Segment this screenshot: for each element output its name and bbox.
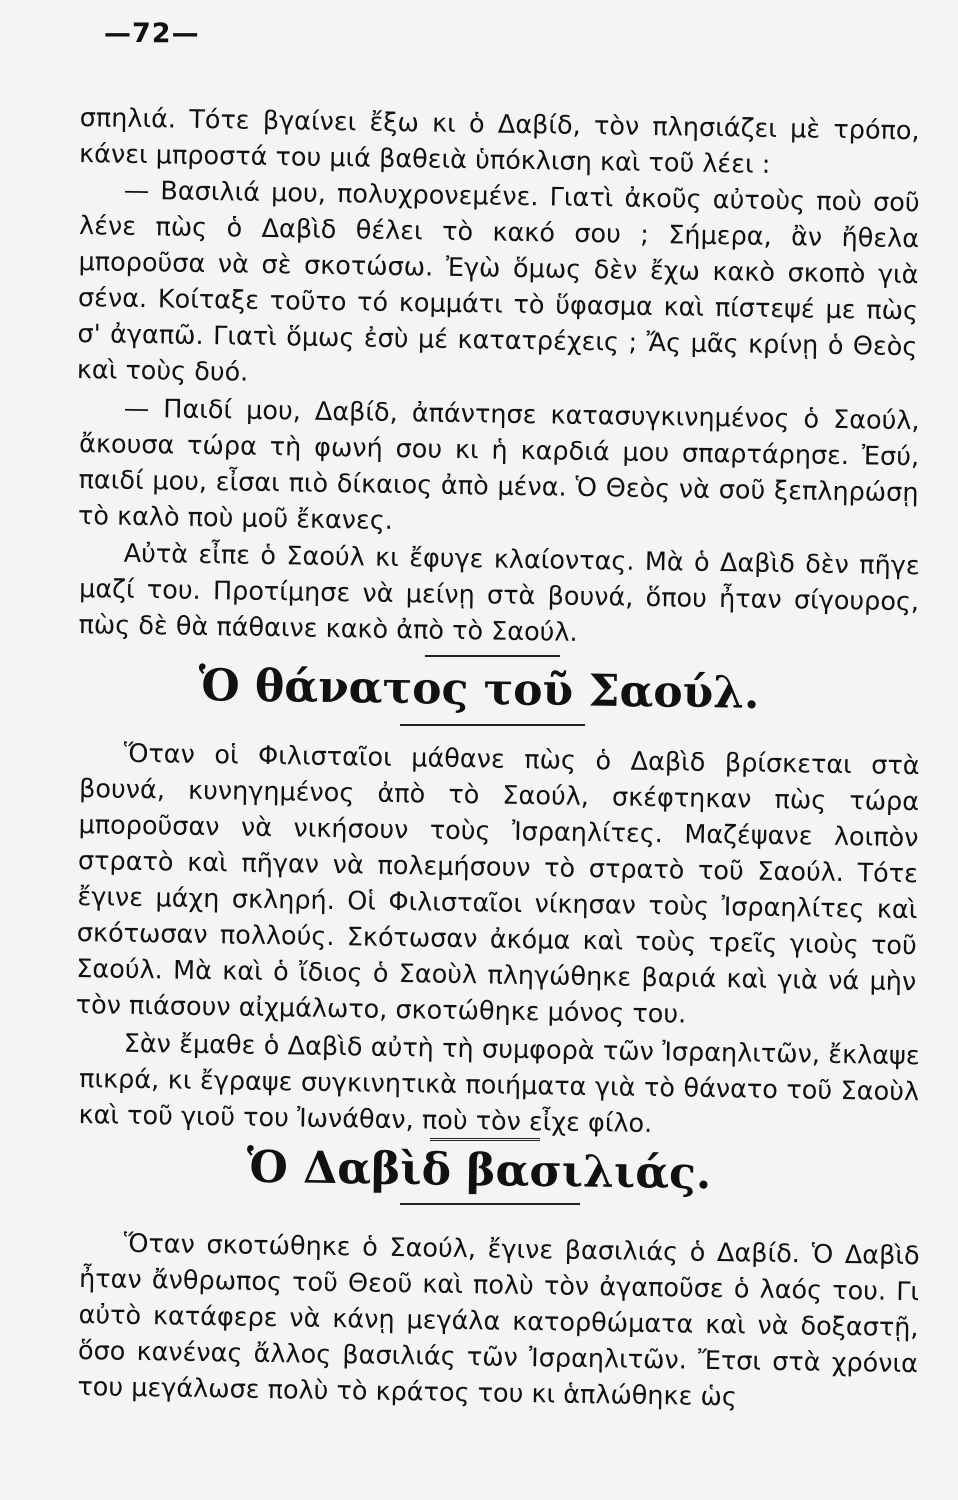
heading-david-king: Ὁ Δαβὶδ βασιλιάς. xyxy=(246,1141,712,1200)
paragraph-saul-leaves: Αὐτὰ εἶπε ὁ Σαούλ κι ἔφυγε κλαίοντας. Μὰ ὁ Δαβὶδ δὲν πῆγε μαζί του. Προτίμησε νὰ μείνῃ στὰ βουνά, ὅπου ἦταν σίγουρος, πὼς δὲ θὰ πάθαινε κακὸ ἀπὸ τὸ Σαούλ. xyxy=(78,538,920,648)
heading-death-of-saul: Ὁ θάνατος τοῦ Σαούλ. xyxy=(198,660,760,719)
section-divider-short xyxy=(425,655,560,657)
paragraph-david-reign: Ὅταν σκοτώθηκε ὁ Σαούλ, ἔγινε βασιλιάς ὁ Δαβίδ. Ὁ Δαβὶδ ἦταν ἄνθρωπος τοῦ Θεοῦ καὶ πολὺ τὸν ἀγαποῦσε ὁ λαός του. Γι αὐτὸ κατάφερε νὰ κάνῃ μεγάλα κατορθώματα καὶ νὰ δοξαστῇ, ὅσο κανένας ἄλλος βασιλιάς τῶν Ἰσραηλιτῶν. Ἔτσι στὰ χρόνια του μεγάλωσε πολὺ τὸ κράτος του κι ἁπλώθηκε ὡς xyxy=(77,1228,920,1413)
paragraph-saul-reply: — Παιδί μου, Δαβίδ, ἀπάντησε κατασυγκινημένος ὁ Σαούλ, ἄκουσα τώρα τὴ φωνή σου κι ἡ καρδιά μου σπαρτάρησε. Ἐσύ, παιδί μου, εἶσαι πιὸ δίκαιος ἀπὸ μένα. Ὁ Θεὸς νὰ σοῦ ξεπληρώσῃ τὸ καλὸ ποὺ μοῦ ἔκανες. xyxy=(77,393,920,536)
paragraph-david-speech: — Βασιλιά μου, πολυχρονεμένε. Γιατὶ ἀκοῦς αὐτοὺς ποὺ σοῦ λένε πὼς ὁ Δαβὶδ θέλει τὸ κακό σου ; Σήμερα, ἂν ἤθελα μποροῦσα νὰ σὲ σκοτώσω. Ἐγὼ ὅμως δὲν ἔχω κακὸ σκοπὸ γιὰ σένα. Κοίταξε τοῦτο τό κομμάτι τὸ ὕφασμα καὶ πίστεψέ με πὼς σ' ἀγαπῶ. Γιατὶ ὅμως ἐσὺ μέ κατατρέχεις ; Ἄς μᾶς κρίνῃ ὁ Θεὸς καὶ τοὺς δυό. xyxy=(76,175,920,388)
paragraph-david-laments: Σὰν ἔμαθε ὁ Δαβὶδ αὐτὴ τὴ συμφορὰ τῶν Ἰσραηλιτῶν, ἔκλαψε πικρά, κι ἔγραψε συγκινητικὰ ποιήματα γιὰ τὸ θάνατο τοῦ Σαοὺλ καὶ τοῦ γιοῦ του Ἰωνάθαν, ποὺ τὸν εἶχε φίλο. xyxy=(78,1028,920,1139)
section-divider-double xyxy=(430,1138,540,1141)
heading-underline-ornament-2 xyxy=(400,1203,580,1205)
paragraph-cave-encounter: σπηλιά. Τότε βγαίνει ἔξω κι ὁ Δαβίδ, τὸν πλησιάζει μὲ τρόπο, κάνει μπροστά του μιά βαθειὰ ὑπόκλιση καὶ τοῦ λέει : xyxy=(78,102,920,180)
page-number: —72— xyxy=(104,18,200,49)
paragraph-philistine-battle: Ὅταν οἱ Φιλισταῖοι μάθανε πὼς ὁ Δαβὶδ βρίσκεται στὰ βουνά, κυνηγημένος ἀπὸ τὸ Σαούλ, σκέφτηκαν πὼς τώρα μποροῦσαν νὰ νικήσουν τοὺς Ἰσραηλίτες. Μαζέψανε λοιπὸν στρατὸ καὶ πῆγαν νὰ πολεμήσουν τὸ στρατὸ τοῦ Σαούλ. Τότε ἔγινε μάχη σκληρή. Οἱ Φιλισταῖοι νίκησαν τοὺς Ἰσραηλίτες καὶ σκότωσαν πολλούς. Σκότωσαν ἀκόμα καὶ τοὺς τρεῖς γιοὺς τοῦ Σαούλ. Μὰ καὶ ὁ ἴδιος ὁ Σαοὺλ πληγώθηκε βαριά καὶ γιὰ νά μὴν τὸν πιάσουν αἰχμάλωτο, σκοτώθηκε μόνος του. xyxy=(75,738,920,1030)
heading-underline-ornament xyxy=(400,724,585,726)
